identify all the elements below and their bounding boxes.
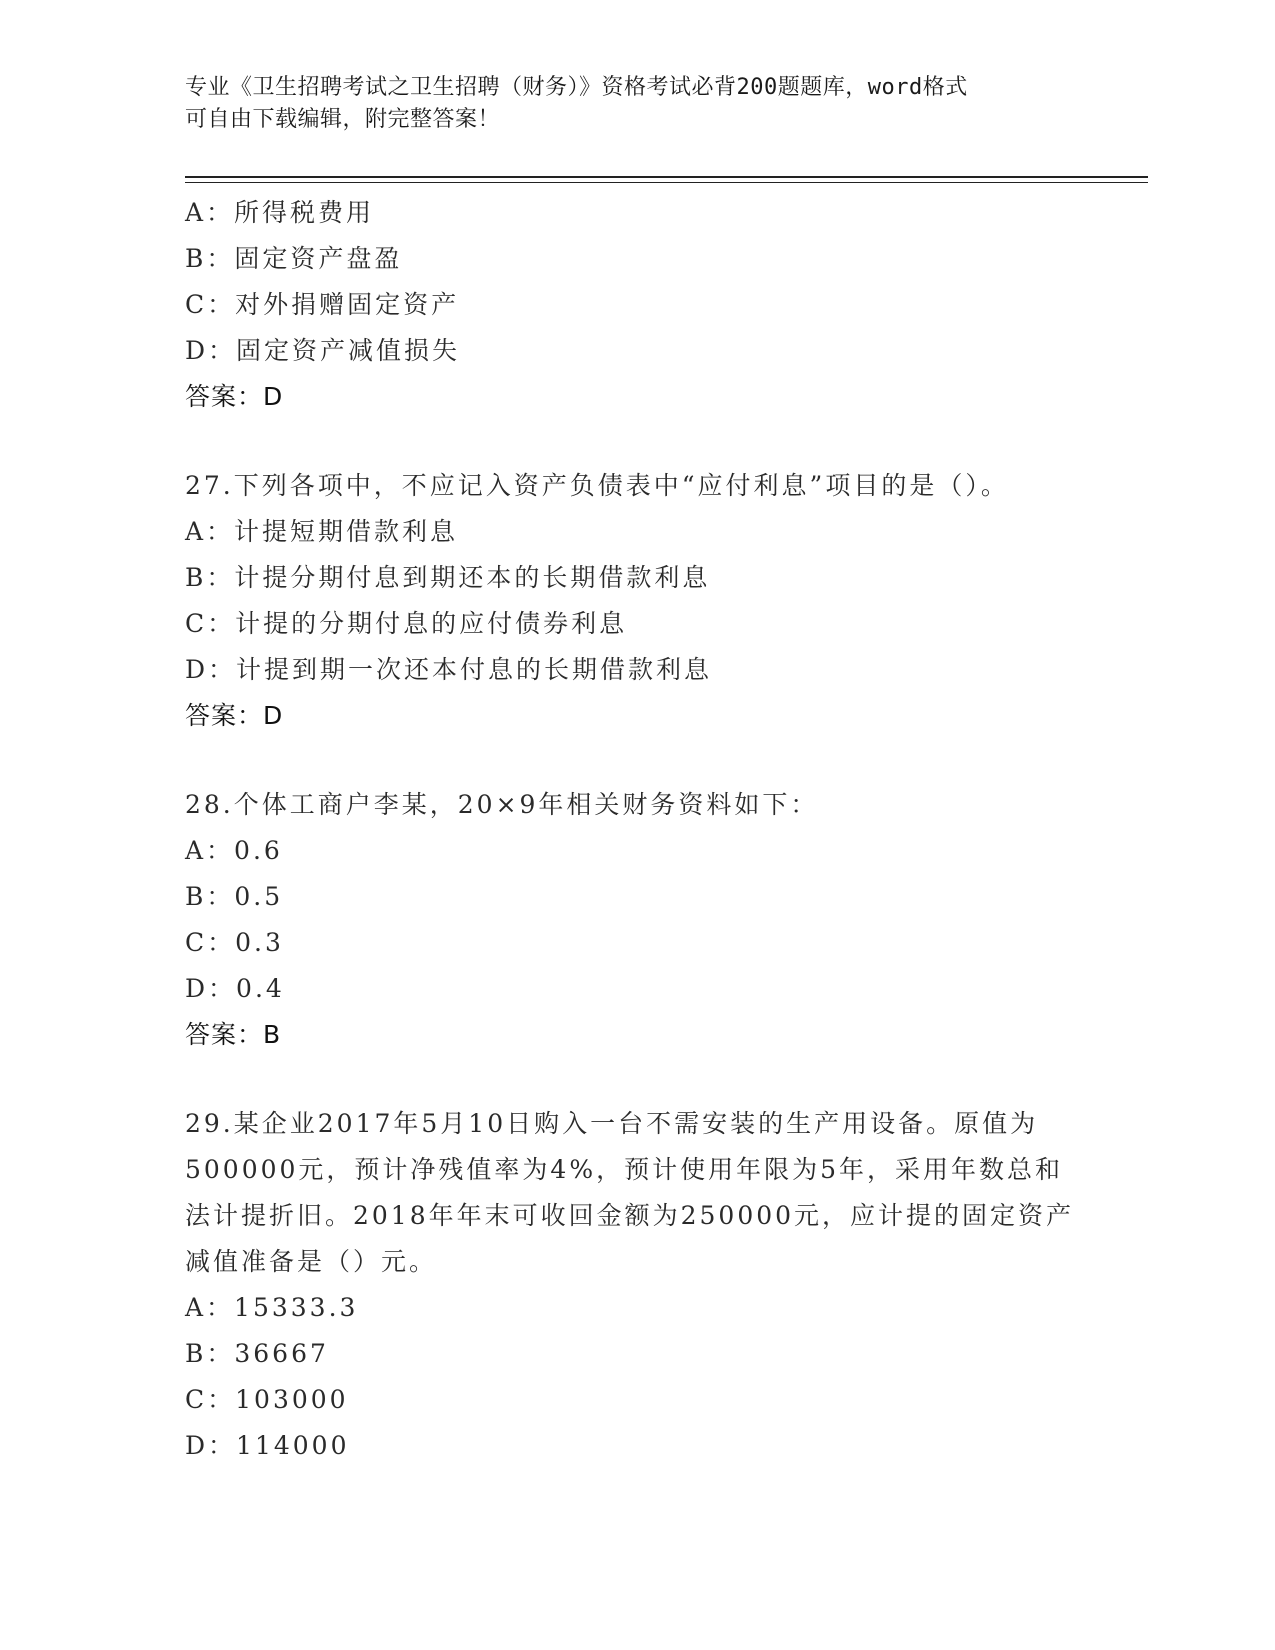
option-c: C：0.3 [185, 928, 284, 957]
option-a: A：15333.3 [185, 1293, 359, 1322]
option-c: C：对外捐赠固定资产 [185, 290, 460, 319]
option-c: C：计提的分期付息的应付债券利息 [185, 609, 628, 638]
answer: 答案：D [185, 701, 284, 730]
option-b: B：固定资产盘盈 [185, 244, 403, 273]
option-d: D：固定资产减值损失 [185, 336, 461, 365]
option-b: B：0.5 [185, 882, 284, 911]
question-26 [185, 190, 1085, 420]
answer: 答案：B [185, 1020, 282, 1049]
option-b: B：36667 [185, 1339, 329, 1368]
question-28 [185, 782, 1085, 1058]
question-stem: 27.下列各项中，不应记入资产负债表中“应付利息”项目的是（）。 [185, 471, 1009, 500]
option-a: A：0.6 [185, 836, 283, 865]
option-a: A：所得税费用 [185, 198, 375, 227]
question-27 [185, 463, 1085, 739]
header-divider-thick [185, 176, 1148, 178]
question-stem-line-2: 500000元，预计净残值率为4%，预计使用年限为5年，采用年数总和 [185, 1155, 1064, 1184]
question-stem-line-3: 法计提折旧。2018年年末可收回金额为250000元，应计提的固定资产 [185, 1201, 1075, 1230]
option-d: D：114000 [185, 1431, 350, 1460]
option-a: A：计提短期借款利息 [185, 517, 459, 546]
option-b: B：计提分期付息到期还本的长期借款利息 [185, 563, 711, 592]
header-divider-thin [185, 182, 1148, 183]
question-stem-line-1: 29.某企业2017年5月10日购入一台不需安装的生产用设备。原值为 [185, 1109, 1039, 1138]
option-d: D：计提到期一次还本付息的长期借款利息 [185, 655, 713, 684]
question-stem-line-4: 减值准备是（）元。 [185, 1247, 438, 1276]
question-content [185, 190, 1085, 1469]
document-header [185, 72, 1065, 136]
option-d: D：0.4 [185, 974, 285, 1003]
question-29 [185, 1101, 1085, 1469]
answer: 答案：D [185, 382, 284, 411]
option-c: C：103000 [185, 1385, 349, 1414]
header-line-2: 可自由下载编辑，附完整答案！ [185, 107, 501, 132]
header-line-1: 专业《卫生招聘考试之卫生招聘（财务）》资格考试必背200题题库，word格式 [185, 75, 968, 100]
question-stem: 28.个体工商户李某，20×9年相关财务资料如下： [185, 790, 819, 819]
